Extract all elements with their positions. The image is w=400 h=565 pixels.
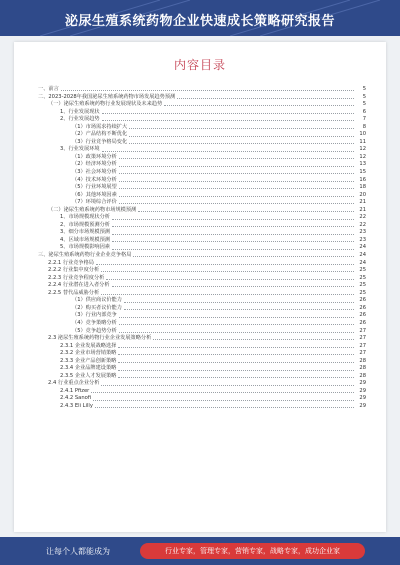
toc-entry-label: （6）其他环境因素 <box>72 191 117 198</box>
toc-entry[interactable] <box>38 343 366 351</box>
toc-entry[interactable] <box>38 297 366 305</box>
toc-leader-dots <box>164 105 354 106</box>
toc-entry[interactable] <box>38 86 366 94</box>
toc-entry-label: 一、前言 <box>38 86 59 92</box>
toc-leader-dots <box>112 226 354 227</box>
toc-leader-dots <box>91 392 354 393</box>
toc-heading: 内容目录 <box>173 58 226 72</box>
toc-entry[interactable] <box>38 116 366 124</box>
toc-entry[interactable] <box>38 328 366 336</box>
footer-slogan: 让每个人都能成为 <box>46 547 110 556</box>
toc-entry-label: （4）竞争策略分析 <box>72 319 117 326</box>
toc-entry-label: （2）产品结构不断优化 <box>72 131 128 138</box>
toc-entry-page: 28 <box>359 365 366 372</box>
toc-leader-dots <box>138 211 354 212</box>
toc-entry-label: 2、行业发展趋势 <box>60 116 100 123</box>
toc-entry-page: 28 <box>359 372 366 379</box>
toc-leader-dots <box>102 151 354 152</box>
toc-entry[interactable] <box>38 380 366 388</box>
toc-entry-label: 2.3.5 企业人才发展策略 <box>60 372 117 379</box>
table-of-contents <box>38 86 366 411</box>
toc-entry-page: 25 <box>359 274 366 281</box>
toc-leader-dots <box>102 120 354 121</box>
toc-leader-dots <box>118 354 354 355</box>
toc-entry[interactable] <box>38 94 366 102</box>
toc-entry-label: 2.4.1 Pfizer <box>60 387 90 394</box>
toc-leader-dots <box>102 113 354 114</box>
toc-entry-label: （5）竞争趋势分析 <box>72 327 117 334</box>
toc-entry-label: 2.4.2 Sanofi <box>60 395 92 402</box>
toc-leader-dots <box>118 362 354 363</box>
toc-leader-dots <box>112 286 354 287</box>
toc-entry-page: 13 <box>359 161 366 168</box>
toc-leader-dots <box>118 347 354 348</box>
toc-entry-label: 2.2.5 替代品威胁分析 <box>48 289 100 296</box>
toc-leader-dots <box>129 136 354 137</box>
toc-entry-label: 3、细分市场规模预测 <box>60 229 110 236</box>
toc-entry-page: 11 <box>359 138 366 145</box>
toc-entry-label: （2）经济环境分析 <box>72 161 117 168</box>
toc-leader-dots <box>119 188 354 189</box>
toc-entry[interactable] <box>38 312 366 320</box>
toc-leader-dots <box>61 90 354 91</box>
toc-leader-dots <box>119 158 354 159</box>
toc-entry-label: 2.4.3 Eli Lilly <box>60 402 93 409</box>
toc-entry[interactable] <box>38 229 366 237</box>
toc-leader-dots <box>118 377 354 378</box>
toc-entry[interactable] <box>38 177 366 185</box>
toc-entry-page: 12 <box>359 153 366 160</box>
toc-entry-label: 2.4 行业重点企业分析 <box>48 380 100 387</box>
toc-entry-label: 2.3.1 企业发展战略选择 <box>60 342 117 349</box>
toc-entry-page: 24 <box>359 259 366 266</box>
toc-leader-dots <box>112 241 354 242</box>
toc-leader-dots <box>119 181 354 182</box>
toc-entry-page: 6 <box>362 108 366 115</box>
toc-entry-page: 21 <box>359 206 366 213</box>
toc-leader-dots <box>119 203 354 204</box>
toc-entry-label: 三、泌尿生殖系统药物行业企业竞争格局 <box>38 252 132 259</box>
toc-entry-page: 29 <box>359 395 366 402</box>
toc-entry[interactable] <box>38 131 366 139</box>
toc-entry-label: 1、市场规模现状分析 <box>60 214 110 221</box>
toc-leader-dots <box>133 256 354 257</box>
toc-entry-label: 2.3.2 企业市场营销策略 <box>60 350 117 357</box>
toc-entry[interactable] <box>38 282 366 290</box>
toc-entry-label: 2.2.2 行业集中度分析 <box>48 267 100 274</box>
toc-entry-label: 1、行业发展现状 <box>60 108 100 115</box>
toc-entry-label: （1）供应商议价能力 <box>72 297 122 304</box>
toc-entry-label: （1）政策环境分析 <box>72 153 117 160</box>
toc-entry[interactable] <box>38 252 366 260</box>
toc-entry-page: 22 <box>359 221 366 228</box>
toc-entry[interactable] <box>38 350 366 358</box>
toc-leader-dots <box>106 279 354 280</box>
toc-entry[interactable] <box>38 267 366 275</box>
toc-entry-label: 2.3.3 企业产品创新策略 <box>60 357 117 364</box>
toc-entry-label: 二、2023-2028年我国泌尿生殖系统药物市场发展趋势预测 <box>38 93 176 100</box>
toc-entry-page: 16 <box>359 176 366 183</box>
footer-pill <box>140 543 365 559</box>
toc-entry-label: （4）技术环境分析 <box>72 176 117 183</box>
toc-leader-dots <box>118 370 354 371</box>
toc-entry[interactable] <box>38 335 366 343</box>
toc-entry-page: 29 <box>359 380 366 387</box>
toc-entry[interactable] <box>38 101 366 109</box>
toc-leader-dots <box>119 173 354 174</box>
toc-entry-page: 24 <box>359 244 366 251</box>
toc-entry[interactable] <box>38 214 366 222</box>
toc-entry-page: 25 <box>359 289 366 296</box>
toc-entry-page: 29 <box>359 402 366 409</box>
toc-entry-page: 8 <box>362 123 366 130</box>
toc-entry[interactable] <box>38 365 366 373</box>
toc-entry[interactable] <box>38 260 366 268</box>
toc-entry-label: 2、市场规模预测分析 <box>60 221 110 228</box>
toc-leader-dots <box>95 407 354 408</box>
toc-entry-page: 26 <box>359 319 366 326</box>
toc-entry[interactable] <box>38 244 366 252</box>
toc-leader-dots <box>124 302 354 303</box>
toc-entry-page: 26 <box>359 297 366 304</box>
toc-entry-label: （7）环境综合评价 <box>72 199 117 206</box>
toc-entry-page: 5 <box>362 101 366 108</box>
toc-entry-label: 2.2.1 行业竞争格局 <box>48 259 94 266</box>
toc-leader-dots <box>96 264 354 265</box>
toc-leader-dots <box>93 400 354 401</box>
toc-entry-page: 5 <box>362 93 366 100</box>
toc-entry-page: 27 <box>359 342 366 349</box>
toc-leader-dots <box>112 249 354 250</box>
toc-entry-label: （3）行业内部竞争 <box>72 312 117 319</box>
toc-entry-page: 15 <box>359 169 366 176</box>
toc-entry-page: 25 <box>359 282 366 289</box>
toc-leader-dots <box>153 339 354 340</box>
toc-entry-page: 27 <box>359 335 366 342</box>
toc-entry-label: （1）市场需求持续扩大 <box>72 123 128 130</box>
toc-leader-dots <box>101 385 354 386</box>
toc-entry-page: 7 <box>362 116 366 123</box>
toc-entry-label: 2.3 泌尿生殖系统药物行业企业发展策略分析 <box>48 335 152 342</box>
toc-entry-label: 2.2.4 行业潜在进入者分析 <box>48 282 110 289</box>
toc-entry-label: 5、市场规模影响因素 <box>60 244 110 251</box>
toc-entry-page: 21 <box>359 199 366 206</box>
toc-entry[interactable] <box>38 320 366 328</box>
toc-leader-dots <box>119 332 354 333</box>
report-footer <box>0 537 400 565</box>
toc-entry[interactable] <box>38 395 366 403</box>
toc-entry-page: 26 <box>359 304 366 311</box>
toc-entry-label: 4、区域市场规模预测 <box>60 236 110 243</box>
toc-entry-page: 24 <box>359 252 366 259</box>
toc-entry[interactable] <box>38 169 366 177</box>
toc-entry-page: 25 <box>359 267 366 274</box>
toc-leader-dots <box>119 196 354 197</box>
footer-pill-text: 行业专家，管理专家，营销专家，战略专家，成功企业家 <box>165 547 340 555</box>
toc-entry-label: （5）行业环境展望 <box>72 184 117 191</box>
toc-entry-page: 28 <box>359 357 366 364</box>
toc-entry[interactable] <box>38 161 366 169</box>
toc-leader-dots <box>119 324 354 325</box>
toc-entry-label: （二）泌尿生殖系统药物市场规模预测 <box>48 206 137 213</box>
toc-entry-page: 26 <box>359 312 366 319</box>
toc-entry-label: 2.2.3 行业竞争程度分析 <box>48 274 105 281</box>
toc-entry[interactable] <box>38 199 366 207</box>
toc-leader-dots <box>101 294 354 295</box>
toc-leader-dots <box>101 271 354 272</box>
toc-leader-dots <box>177 98 354 99</box>
toc-entry-page: 10 <box>359 131 366 138</box>
toc-entry-label: （2）购买者议价能力 <box>72 304 122 311</box>
toc-entry-label: 2.3.4 企业品牌建设策略 <box>60 365 117 372</box>
toc-leader-dots <box>112 234 354 235</box>
toc-entry-page: 27 <box>359 327 366 334</box>
toc-entry-page: 18 <box>359 184 366 191</box>
toc-leader-dots <box>129 128 354 129</box>
toc-entry-label: 3、行业发展环境 <box>60 146 100 153</box>
toc-entry-label: （一）泌尿生殖系统药物行业发展现状及未来趋势 <box>48 101 163 108</box>
toc-entry[interactable] <box>38 184 366 192</box>
toc-entry[interactable] <box>38 146 366 154</box>
toc-entry[interactable] <box>38 403 366 411</box>
toc-leader-dots <box>129 143 354 144</box>
report-title: 泌尿生殖系统药物企业快速成长策略研究报告 <box>64 14 335 29</box>
toc-entry-page: 5 <box>362 86 366 92</box>
toc-leader-dots <box>124 309 354 310</box>
toc-leader-dots <box>112 219 354 220</box>
toc-leader-dots <box>119 166 354 167</box>
toc-entry-page: 29 <box>359 387 366 394</box>
toc-entry-page: 23 <box>359 236 366 243</box>
toc-entry[interactable] <box>38 388 366 396</box>
report-header <box>0 0 400 36</box>
toc-entry-label: （3）社会环境分析 <box>72 169 117 176</box>
toc-leader-dots <box>119 317 354 318</box>
document-page <box>14 42 386 532</box>
toc-entry-page: 20 <box>359 191 366 198</box>
toc-entry-page: 23 <box>359 229 366 236</box>
toc-entry-page: 12 <box>359 146 366 153</box>
toc-entry-label: （3）行业竞争格局变化 <box>72 138 128 145</box>
toc-entry-page: 27 <box>359 350 366 357</box>
toc-entry-page: 22 <box>359 214 366 221</box>
